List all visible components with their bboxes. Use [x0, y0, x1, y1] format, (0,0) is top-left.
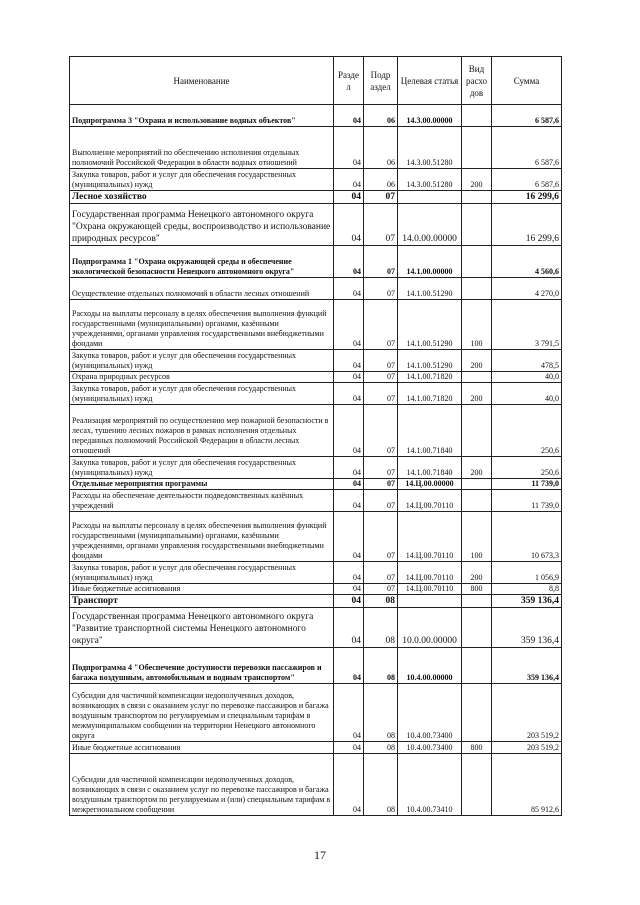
row-podrazdel: 06: [364, 169, 398, 191]
row-name: Подпрограмма 1 "Охрана окружающей среды и обеспечение экологической безопасности Ненецкого автономного округа": [70, 246, 334, 278]
row-vid: [462, 127, 492, 169]
row-razdel: 04: [334, 742, 364, 754]
row-razdel: 04: [334, 648, 364, 684]
row-name: Подпрограмма 4 "Обеспечение доступности перевозки пассажиров и багажа воздушным, автомобильным и водным транспортом": [70, 648, 334, 684]
row-vid: 200: [462, 562, 492, 584]
row-name: Отдельные мероприятия программы: [70, 479, 334, 490]
row-razdel: 04: [334, 490, 364, 512]
row-razdel: 04: [334, 512, 364, 562]
row-vid: 200: [462, 169, 492, 191]
row-vid: [462, 684, 492, 742]
row-razdel: 04: [334, 562, 364, 584]
table-row: [70, 584, 562, 595]
row-statya: 14.Ц.00.70110: [398, 562, 462, 584]
row-statya: 14.Ц.00.00000: [398, 479, 462, 490]
row-name: Государственная программа Ненецкого автономного округа "Развитие транспортной системы Ненецкого автономного округа": [70, 608, 334, 648]
page-number: 17: [314, 848, 326, 862]
row-summa: 85 912,6: [492, 754, 562, 816]
col-header-summa: Сумма: [492, 57, 562, 105]
row-statya: 14.0.00.00000: [398, 204, 462, 246]
row-name: Транспорт: [70, 595, 334, 608]
row-summa: 4 270,0: [492, 278, 562, 300]
row-summa: 40,0: [492, 383, 562, 405]
row-razdel: 04: [334, 204, 364, 246]
row-name: Осуществление отдельных полномочий в области лесных отношений: [70, 278, 334, 300]
row-summa: 6 587,6: [492, 169, 562, 191]
row-summa: 250,6: [492, 457, 562, 479]
row-vid: [462, 754, 492, 816]
row-name: Иные бюджетные ассигнования: [70, 742, 334, 754]
budget-table: [69, 56, 562, 816]
row-summa: 203 519,2: [492, 742, 562, 754]
row-summa: 4 560,6: [492, 246, 562, 278]
col-header-statya: Целевая статья: [398, 57, 462, 105]
row-podrazdel: 07: [364, 490, 398, 512]
row-summa: 1 056,9: [492, 562, 562, 584]
row-statya: 14.Ц.00.70110: [398, 490, 462, 512]
row-statya: [398, 191, 462, 204]
row-razdel: 04: [334, 278, 364, 300]
row-podrazdel: 07: [364, 512, 398, 562]
row-statya: 10.4.00.00000: [398, 648, 462, 684]
row-podrazdel: 07: [364, 479, 398, 490]
col-header-vid: Вид расхо дов: [462, 57, 492, 105]
col-header-name: Наименование: [70, 57, 334, 105]
row-podrazdel: 07: [364, 383, 398, 405]
table-row: [70, 754, 562, 816]
row-statya: 14.3.00.51280: [398, 127, 462, 169]
row-summa: 11 739,0: [492, 490, 562, 512]
row-name: Государственная программа Ненецкого автономного округа "Охрана окружающей среды, воспроизводство и использование природных ресурсов": [70, 204, 334, 246]
row-podrazdel: 07: [364, 584, 398, 595]
col-header-razdel: Разде л: [334, 57, 364, 105]
row-razdel: 04: [334, 457, 364, 479]
row-summa: 8,8: [492, 584, 562, 595]
row-podrazdel: 08: [364, 608, 398, 648]
row-vid: [462, 479, 492, 490]
row-podrazdel: 08: [364, 684, 398, 742]
row-podrazdel: 07: [364, 350, 398, 372]
row-vid: 200: [462, 350, 492, 372]
row-vid: 200: [462, 383, 492, 405]
row-name: Расходы на выплаты персоналу в целях обеспечения выполнения функций государственными (муниципальными) органами, казёнными учреждениями, органами управления государственными внебюджетными фондами: [70, 512, 334, 562]
col-header-podrazdel: Подр аздел: [364, 57, 398, 105]
row-name: Закупка товаров, работ и услуг для обеспечения государственных (муниципальных) нужд: [70, 383, 334, 405]
table-row: [70, 105, 562, 127]
row-podrazdel: 07: [364, 300, 398, 350]
row-razdel: 04: [334, 608, 364, 648]
row-statya: 14.1.00.51290: [398, 350, 462, 372]
row-statya: 10.4.00.73400: [398, 684, 462, 742]
row-vid: 800: [462, 742, 492, 754]
row-name: Закупка товаров, работ и услуг для обеспечения государственных (муниципальных) нужд: [70, 169, 334, 191]
row-vid: [462, 490, 492, 512]
table-row: [70, 742, 562, 754]
row-summa: 6 587,6: [492, 127, 562, 169]
row-summa: 250,6: [492, 405, 562, 457]
row-name: Охрана природных ресурсов: [70, 372, 334, 383]
row-summa: 10 673,3: [492, 512, 562, 562]
row-summa: 6 587,6: [492, 105, 562, 127]
row-summa: 203 519,2: [492, 684, 562, 742]
row-razdel: 04: [334, 350, 364, 372]
row-razdel: 04: [334, 405, 364, 457]
row-summa: 11 739,0: [492, 479, 562, 490]
row-podrazdel: 07: [364, 562, 398, 584]
table-row: [70, 490, 562, 512]
table-row: [70, 372, 562, 383]
table-row: [70, 278, 562, 300]
row-name: Иные бюджетные ассигнования: [70, 584, 334, 595]
row-statya: [398, 595, 462, 608]
row-vid: 200: [462, 457, 492, 479]
row-statya: 14.1.00.00000: [398, 246, 462, 278]
row-podrazdel: 07: [364, 372, 398, 383]
row-podrazdel: 07: [364, 246, 398, 278]
row-name: Лесное хозяйство: [70, 191, 334, 204]
row-statya: 10.4.00.73410: [398, 754, 462, 816]
row-razdel: 04: [334, 105, 364, 127]
row-statya: 14.1.00.71820: [398, 383, 462, 405]
row-statya: 14.Ц.00.70110: [398, 512, 462, 562]
row-vid: 100: [462, 512, 492, 562]
table-body: [70, 105, 562, 816]
row-summa: 3 791,5: [492, 300, 562, 350]
row-podrazdel: 08: [364, 595, 398, 608]
table-row: [70, 479, 562, 490]
row-statya: 10.4.00.73400: [398, 742, 462, 754]
row-name: Закупка товаров, работ и услуг для обеспечения государственных (муниципальных) нужд: [70, 350, 334, 372]
table-row: [70, 562, 562, 584]
row-summa: 359 136,4: [492, 608, 562, 648]
row-name: Субсидии для частичной компенсации недополученных доходов, возникающих в связи с оказанием услуг по перевозке пассажиров и багажа воздушным транспортом по регулируемым и специальным тарифам в межмуниципальном сообщении на территории Ненецкого автономного округа: [70, 684, 334, 742]
row-razdel: 04: [334, 383, 364, 405]
row-summa: 359 136,4: [492, 648, 562, 684]
row-podrazdel: 06: [364, 105, 398, 127]
row-podrazdel: 07: [364, 405, 398, 457]
row-podrazdel: 08: [364, 754, 398, 816]
row-podrazdel: 07: [364, 457, 398, 479]
row-podrazdel: 06: [364, 127, 398, 169]
row-razdel: 04: [334, 479, 364, 490]
table-row: [70, 246, 562, 278]
row-statya: 14.1.00.71820: [398, 372, 462, 383]
table-row: [70, 350, 562, 372]
row-vid: [462, 204, 492, 246]
row-podrazdel: 08: [364, 742, 398, 754]
row-razdel: 04: [334, 191, 364, 204]
row-vid: 100: [462, 300, 492, 350]
row-summa: 16 299,6: [492, 191, 562, 204]
row-vid: [462, 648, 492, 684]
row-summa: 16 299,6: [492, 204, 562, 246]
table-row: [70, 191, 562, 204]
row-vid: [462, 608, 492, 648]
table-row: [70, 608, 562, 648]
row-razdel: 04: [334, 169, 364, 191]
table-row: [70, 169, 562, 191]
table-row: [70, 127, 562, 169]
row-razdel: 04: [334, 372, 364, 383]
row-razdel: 04: [334, 127, 364, 169]
row-razdel: 04: [334, 246, 364, 278]
row-name: Субсидии для частичной компенсации недополученных доходов, возникающих в связи с оказанием услуг по перевозке пассажиров и багажа воздушным транспортом по регулируемым и (или) специальным тарифам в межрегиональном сообщении: [70, 754, 334, 816]
row-name: Расходы на обеспечение деятельности подведомственных казённых учреждений: [70, 490, 334, 512]
row-podrazdel: 07: [364, 278, 398, 300]
row-vid: [462, 246, 492, 278]
row-statya: 14.1.00.51290: [398, 278, 462, 300]
row-podrazdel: 07: [364, 191, 398, 204]
row-podrazdel: 08: [364, 648, 398, 684]
row-razdel: 04: [334, 584, 364, 595]
row-vid: [462, 278, 492, 300]
row-vid: [462, 191, 492, 204]
row-razdel: 04: [334, 754, 364, 816]
row-statya: 14.1.00.51290: [398, 300, 462, 350]
row-vid: [462, 405, 492, 457]
table-row: [70, 595, 562, 608]
row-vid: [462, 372, 492, 383]
row-vid: [462, 105, 492, 127]
row-statya: 10.0.00.00000: [398, 608, 462, 648]
row-razdel: 04: [334, 300, 364, 350]
row-summa: 40,0: [492, 372, 562, 383]
table-row: [70, 512, 562, 562]
table-row: [70, 684, 562, 742]
table-row: [70, 383, 562, 405]
row-statya: 14.Ц.00.70110: [398, 584, 462, 595]
table-row: [70, 300, 562, 350]
table-row: [70, 648, 562, 684]
row-statya: 14.1.00.71840: [398, 405, 462, 457]
table-row: [70, 457, 562, 479]
table-row: [70, 204, 562, 246]
row-razdel: 04: [334, 595, 364, 608]
row-razdel: 04: [334, 684, 364, 742]
row-name: Реализация мероприятий по осуществлению мер пожарной безопасности в лесах, тушению лесных пожаров в рамках исполнения отдельных переданных полномочий Российской Федерации в области лесных отношений: [70, 405, 334, 457]
row-summa: 478,5: [492, 350, 562, 372]
row-name: Расходы на выплаты персоналу в целях обеспечения выполнения функций государственными (муниципальными) органами, казёнными учреждениями, органами управления государственными внебюджетными фондами: [70, 300, 334, 350]
row-statya: 14.3.00.00000: [398, 105, 462, 127]
row-vid: [462, 595, 492, 608]
row-name: Закупка товаров, работ и услуг для обеспечения государственных (муниципальных) нужд: [70, 457, 334, 479]
row-statya: 14.3.00.51280: [398, 169, 462, 191]
row-name: Закупка товаров, работ и услуг для обеспечения государственных (муниципальных) нужд: [70, 562, 334, 584]
row-name: Выполнение мероприятий по обеспечению исполнения отдельных полномочий Российской Федерации в области водных отношений: [70, 127, 334, 169]
row-podrazdel: 07: [364, 204, 398, 246]
row-vid: 800: [462, 584, 492, 595]
row-statya: 14.1.00.71840: [398, 457, 462, 479]
row-summa: 359 136,4: [492, 595, 562, 608]
table-header-row: [70, 57, 562, 105]
row-name: Подпрограмма 3 "Охрана и использование водных объектов": [70, 105, 334, 127]
table-row: [70, 405, 562, 457]
